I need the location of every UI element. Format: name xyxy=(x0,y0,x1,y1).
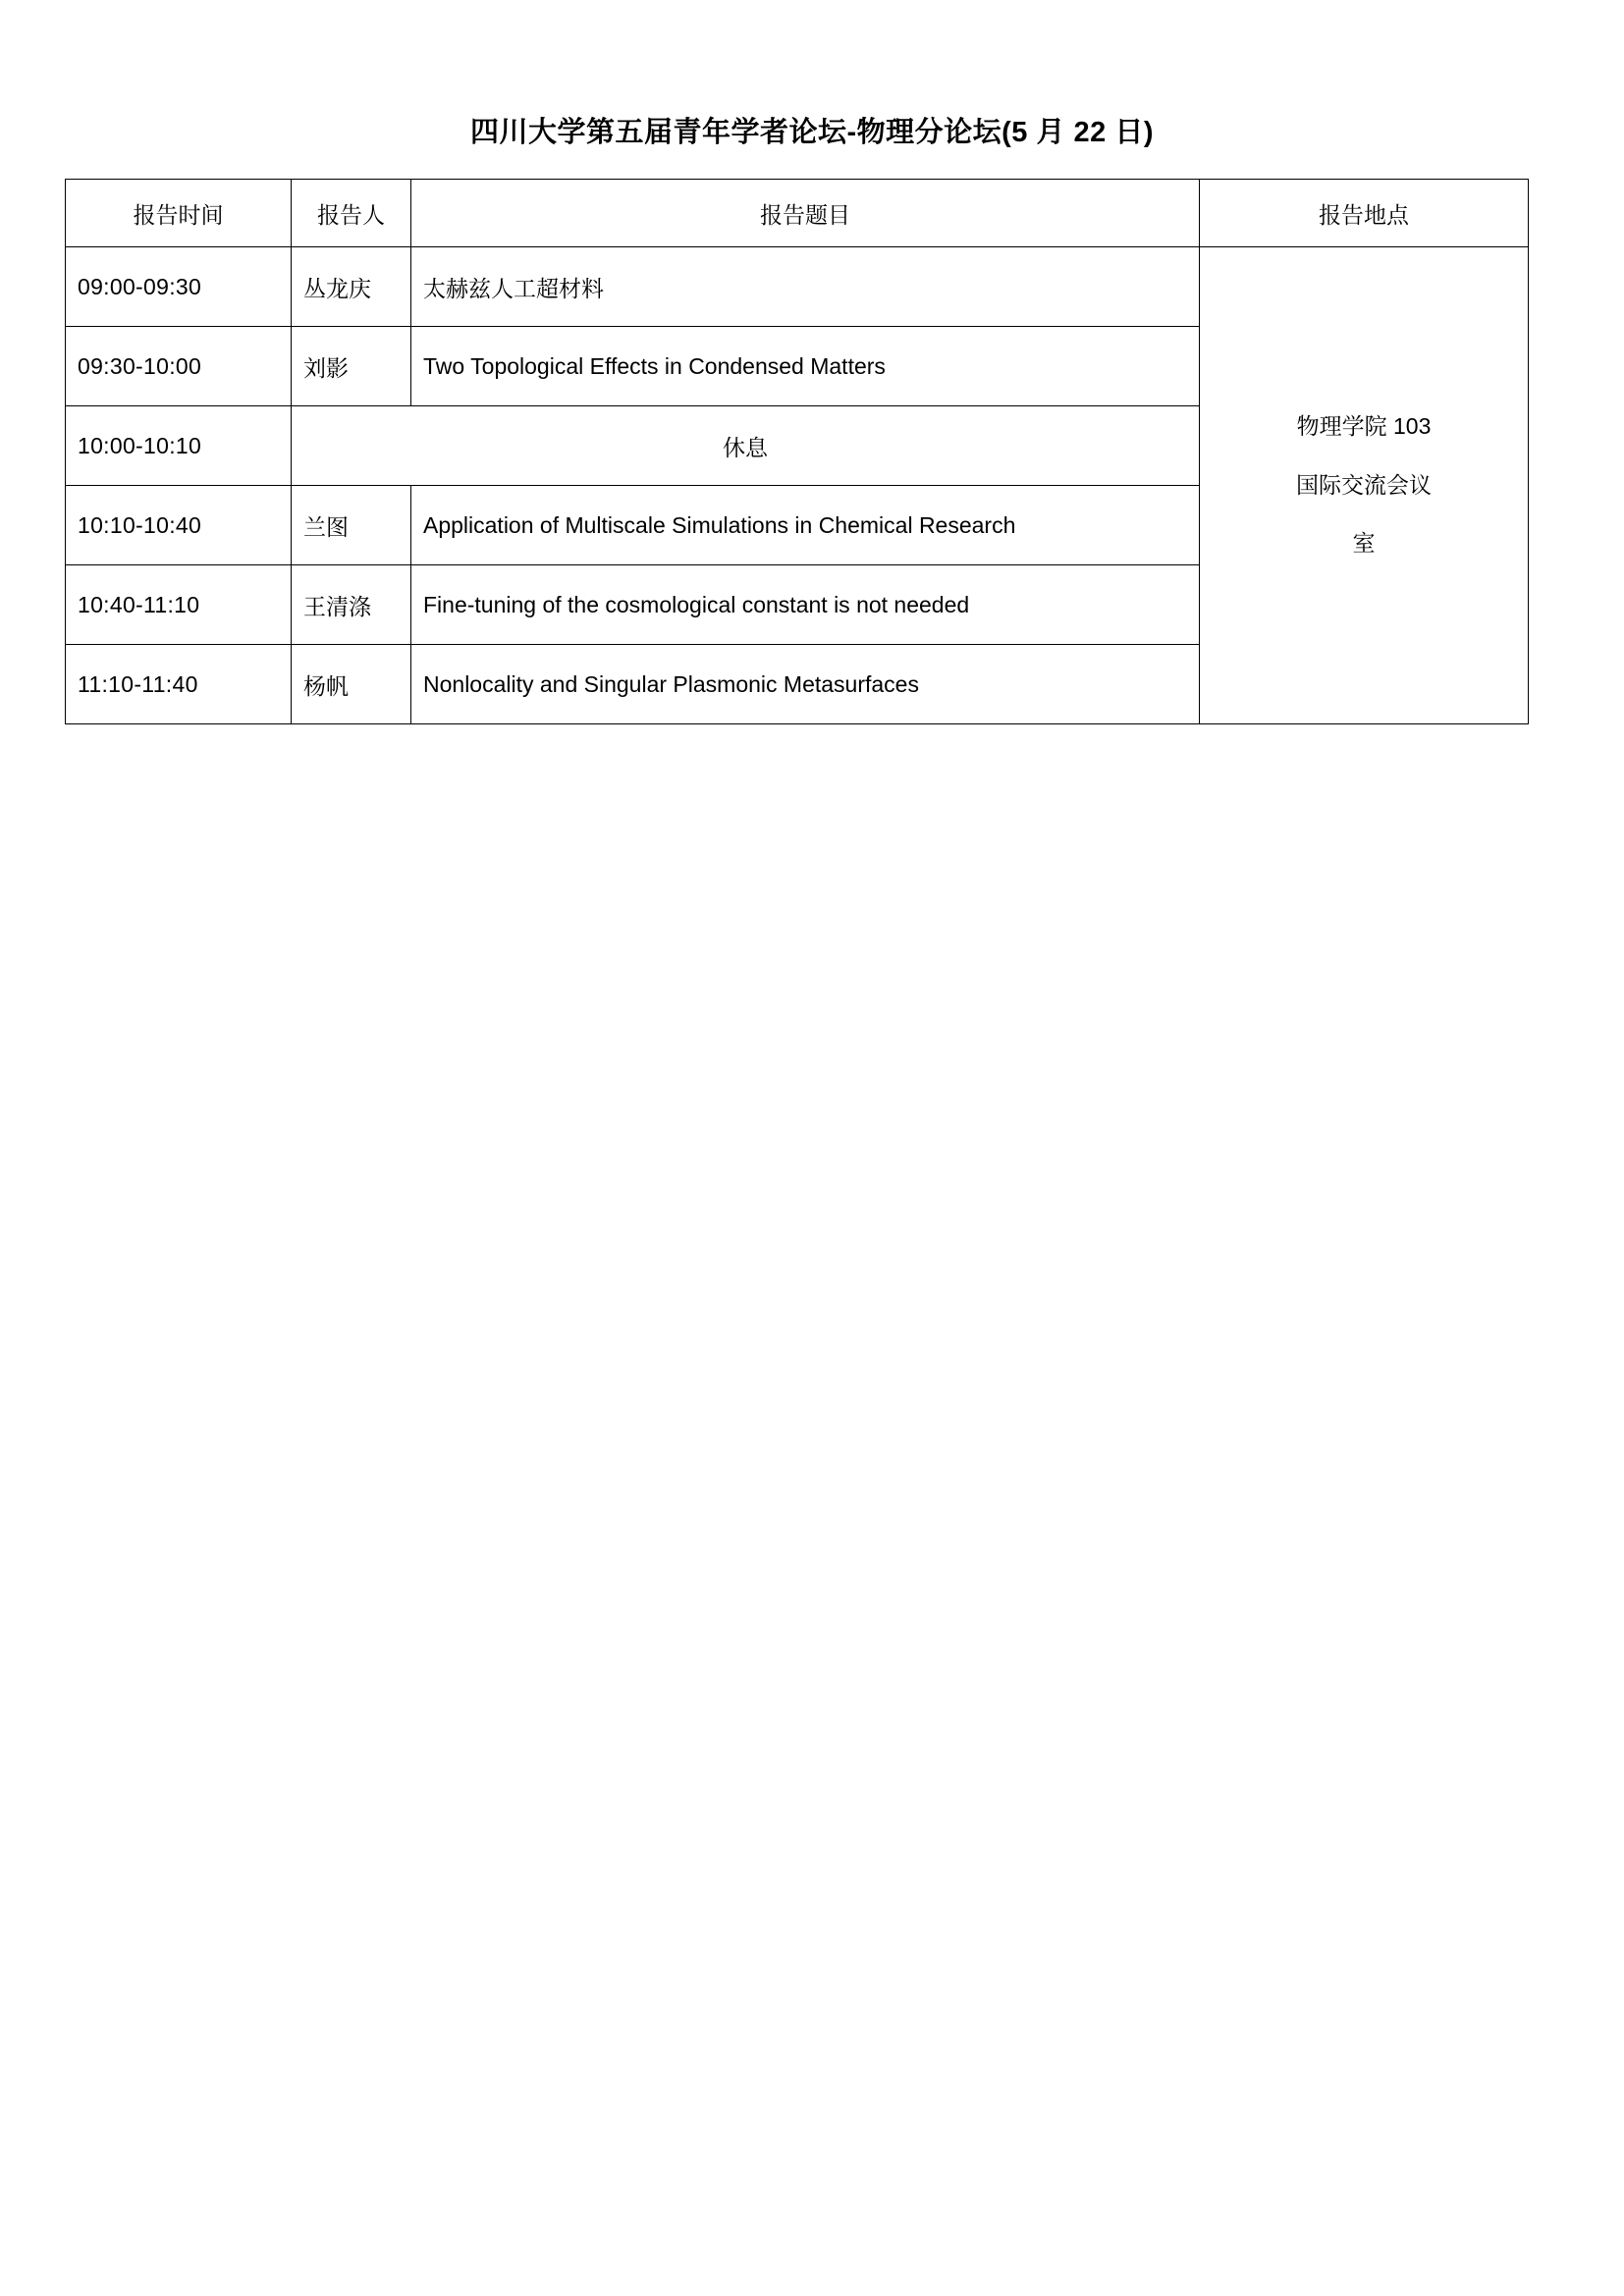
page-title: 四川大学第五届青年学者论坛-物理分论坛(5 月 22 日) xyxy=(469,117,1155,148)
venue-line-1: 物理学院 103 xyxy=(1296,412,1432,439)
cell-time: 11:10-11:40 xyxy=(66,645,292,724)
table-row xyxy=(66,247,1529,327)
cell-speaker: 兰图 xyxy=(292,486,411,565)
column-header-venue: 报告地点 xyxy=(1200,180,1529,247)
cell-speaker: 丛龙庆 xyxy=(292,247,411,327)
cell-break-label: 休息 xyxy=(292,406,1200,486)
schedule-table-container xyxy=(65,179,1528,724)
cell-talk-title: Fine-tuning of the cosmological constant is not needed xyxy=(411,565,1200,645)
cell-speaker: 刘影 xyxy=(292,327,411,406)
cell-talk-title: Application of Multiscale Simulations in Chemical Research xyxy=(411,486,1200,565)
column-header-time: 报告时间 xyxy=(66,180,292,247)
table-header-row xyxy=(66,180,1529,247)
cell-time: 10:40-11:10 xyxy=(66,565,292,645)
cell-talk-title: Nonlocality and Singular Plasmonic Metasurfaces xyxy=(411,645,1200,724)
column-header-talk-title: 报告题目 xyxy=(411,180,1200,247)
cell-talk-title: 太赫兹人工超材料 xyxy=(411,247,1200,327)
cell-time: 10:10-10:40 xyxy=(66,486,292,565)
cell-speaker: 杨帆 xyxy=(292,645,411,724)
cell-time: 09:30-10:00 xyxy=(66,327,292,406)
venue-line-3: 室 xyxy=(1352,530,1376,557)
cell-speaker: 王清涤 xyxy=(292,565,411,645)
cell-time: 09:00-09:30 xyxy=(66,247,292,327)
schedule-table xyxy=(65,179,1529,724)
column-header-speaker: 报告人 xyxy=(292,180,411,247)
cell-time: 10:00-10:10 xyxy=(66,406,292,486)
cell-venue xyxy=(1200,247,1529,724)
venue-line-2: 国际交流会议 xyxy=(1296,471,1432,498)
cell-talk-title: Two Topological Effects in Condensed Matters xyxy=(411,327,1200,406)
